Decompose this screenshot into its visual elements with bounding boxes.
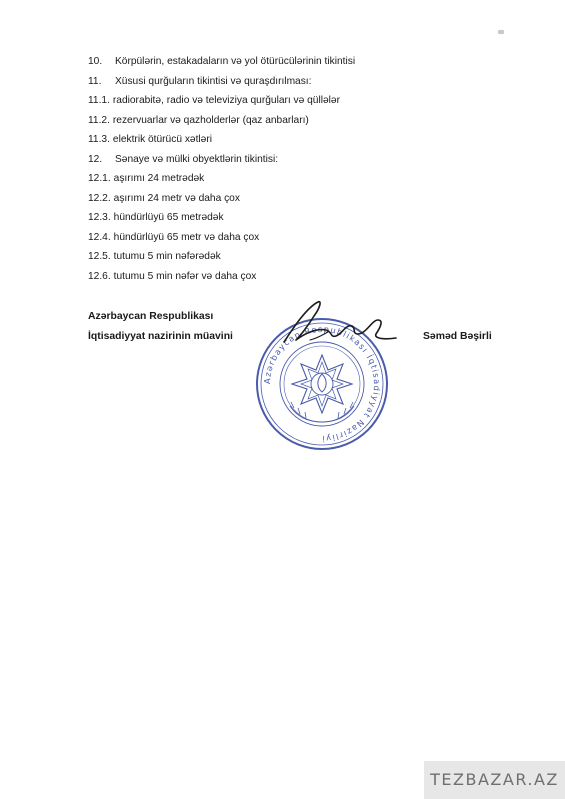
signatory-name: Səməd Bəşirli [423, 331, 492, 342]
list-item-text: hündürlüyü 65 metr və daha çox [113, 231, 260, 243]
list-item-number: 12.4. [88, 231, 111, 243]
list-item-text: rezervuarlar və qazholderlər (qaz anbarları) [112, 114, 309, 126]
list-item [88, 211, 224, 224]
handwritten-signature [270, 294, 400, 354]
list-item [88, 231, 259, 244]
list-item-number: 12.3. [88, 212, 111, 223]
list-item [88, 75, 311, 88]
list-item-text: tutumu 5 min nəfər və daha çox [113, 270, 257, 282]
list-item-text: tutumu 5 min nəfərədək [113, 251, 221, 262]
list-item [88, 55, 355, 68]
list-item-number: 11.3. [88, 134, 110, 145]
signatory-organization: Azərbaycan Respublikası [88, 311, 214, 322]
watermark-banner [424, 761, 565, 799]
list-item [88, 270, 256, 283]
list-item-text: aşırımı 24 metr və daha çox [113, 192, 240, 204]
list-item-text: elektrik ötürücü xətləri [112, 134, 212, 145]
signatory-title: İqtisadiyyat nazirinin müavini [88, 331, 233, 342]
list-item [88, 114, 309, 127]
list-item-text: Sənaye və mülki obyektlərin tikintisi: [115, 153, 279, 165]
list-item [88, 94, 340, 107]
page-corner-mark [498, 30, 504, 34]
seal-text: Azərbaycan Respublikası İqtisadiyyat Nazirliyi [261, 323, 383, 445]
list-item-number: 12.1. [88, 173, 111, 184]
list-item-number: 11. [88, 75, 102, 87]
list-item [88, 192, 240, 205]
list-item-number: 10. [88, 56, 103, 67]
list-item-number: 12.2. [88, 192, 111, 204]
list-item-text: hündürlüyü 65 metrədək [113, 212, 224, 223]
list-item-number: 11.1. [88, 95, 110, 106]
list-item [88, 172, 204, 185]
list-item-text: Xüsusi qurğuların tikintisi və quraşdırılması: [115, 75, 312, 87]
list-item-number: 11.2. [88, 114, 110, 126]
watermark-text: TEZBAZAR.AZ [430, 770, 559, 789]
list-item-text: Körpülərin, estakadaların və yol ötürücülərinin tikintisi [115, 56, 356, 67]
list-item [88, 250, 221, 263]
list-item-number: 12. [88, 153, 103, 165]
list-item-number: 12.6. [88, 270, 111, 282]
list-item-text: aşırımı 24 metrədək [113, 173, 205, 184]
list-item-text: radiorabitə, radio və televiziya qurğuları və qüllələr [112, 95, 340, 106]
list-item [88, 153, 278, 166]
list-item-number: 12.5. [88, 251, 111, 262]
list-item [88, 133, 212, 146]
